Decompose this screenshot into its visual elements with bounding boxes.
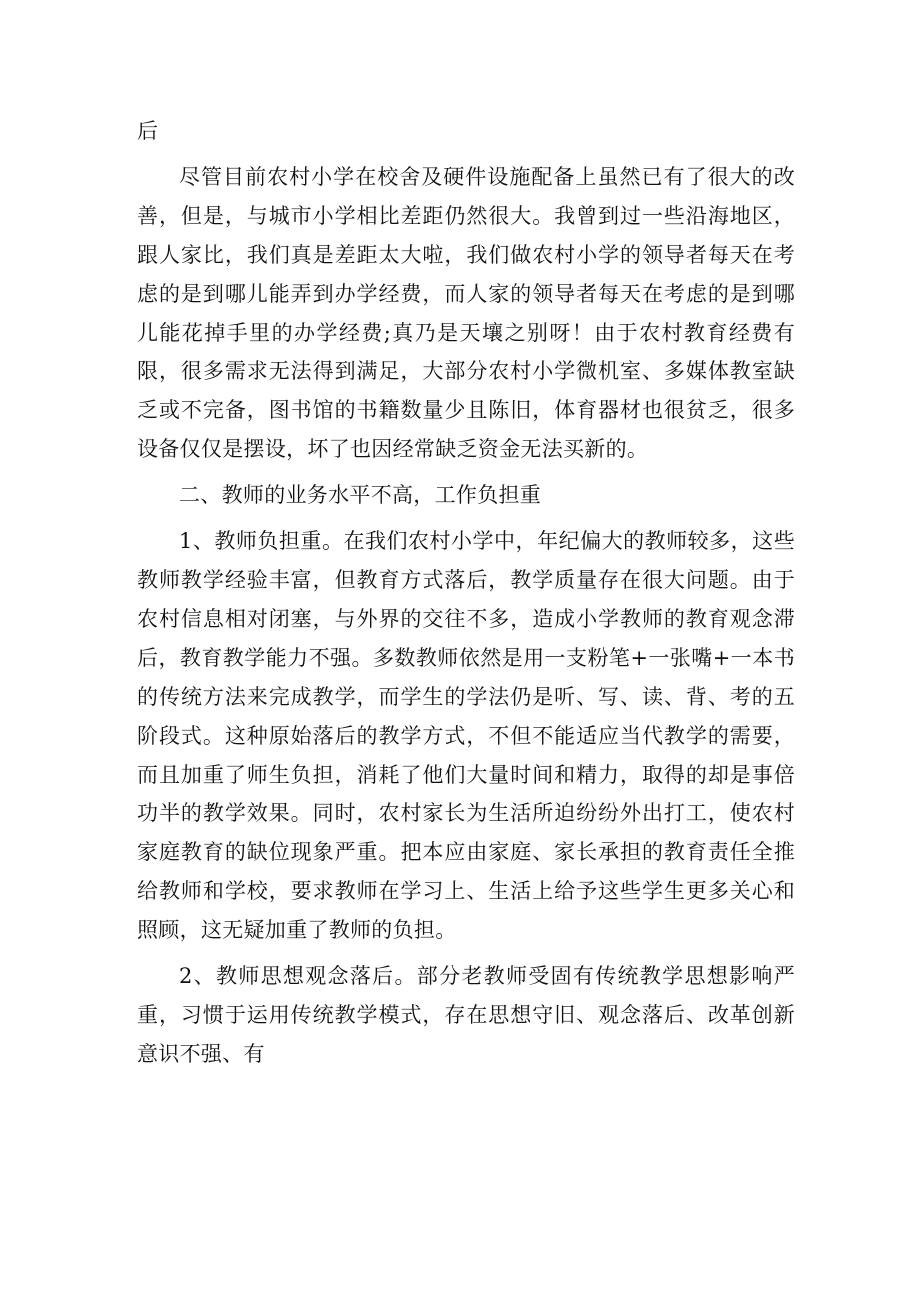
- paragraph-teacher-burden: 1、教师负担重。在我们农村小学中，年纪偏大的教师较多，这些教师教学经验丰富，但教育方式落后，教学质量存在很大问题。由于农村信息相对闭塞，与外界的交往不多，造成小学教师的教育观念滞后，教育教学能力不强。多数教师依然是用一支粉笔+一张嘴+一本书的传统方法来完成教学，而学生的学法仍是听、写、读、背、考的五阶段式。这种原始落后的教学方式，不但不能适应当代教学的需要，而且加重了师生负担，消耗了他们大量时间和精力，取得的却是事倍功半的教学效果。同时，农村家长为生活所迫纷纷外出打工，使农村家庭教育的缺位现象严重。把本应由家庭、家长承担的教育责任全推给教师和学校，要求教师在学习上、生活上给予这些学生更多关心和照顾，这无疑加重了教师的负担。: [137, 529, 795, 943]
- paragraph-teacher-mindset: 2、教师思想观念落后。部分老教师受固有传统教学思想影响严重，习惯于运用传统教学模式，存在思想守旧、观念落后、改革创新意识不强、有: [137, 964, 795, 1066]
- paragraph-continuation: 后: [137, 119, 159, 143]
- section-heading-teachers: 二、教师的业务水平不高，工作负担重: [179, 483, 542, 508]
- paragraph-funding-gap: 尽管目前农村小学在校舍及硬件设施配备上虽然已有了很大的改善，但是，与城市小学相比差距仍然很大。我曾到过一些沿海地区，跟人家比，我们真是差距太大啦，我们做农村小学的领导者每天在考虑的是到哪儿能弄到办学经费，而人家的领导者每天在考虑的是到哪儿能花掉手里的办学经费;真乃是天壤之别呀！由于农村教育经费有限，很多需求无法得到满足，大部分农村小学微机室、多媒体教室缺乏或不完备，图书馆的书籍数量少且陈旧，体育器材也很贫乏，很多设备仅仅是摆设，坏了也因经常缺乏资金无法买新的。: [137, 164, 795, 462]
